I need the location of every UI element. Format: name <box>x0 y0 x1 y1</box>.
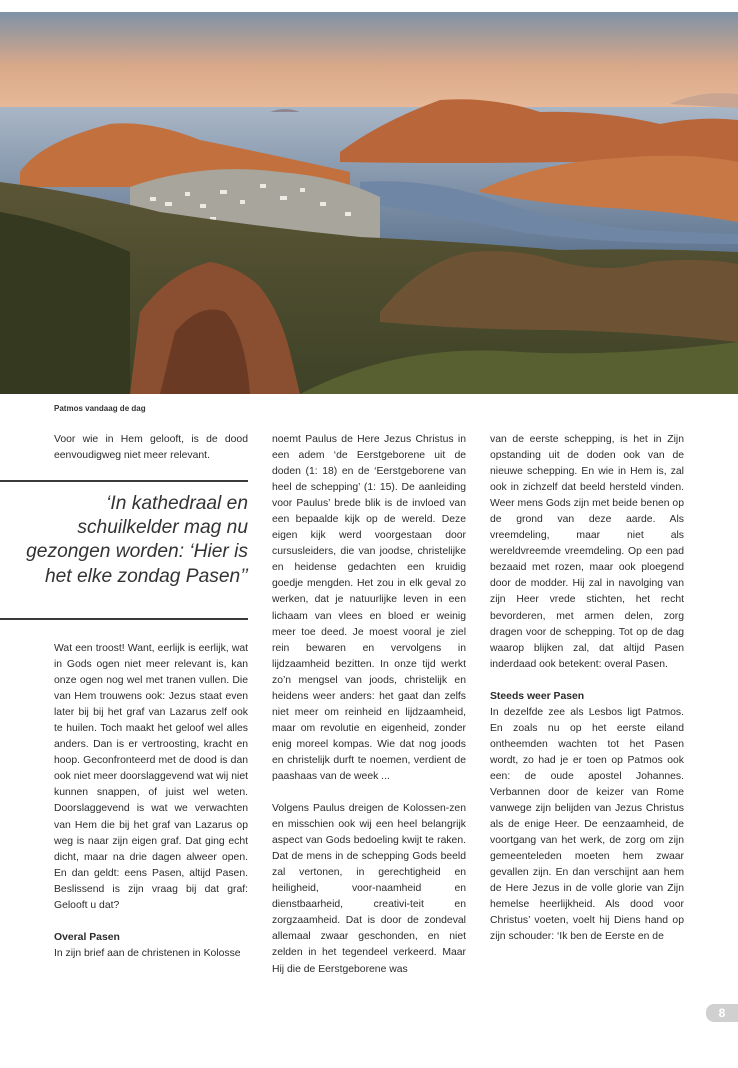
photo-caption: Patmos vandaag de dag <box>54 404 146 413</box>
paragraph: In zijn brief aan de christenen in Kolosse <box>54 947 241 959</box>
pull-quote <box>0 480 248 620</box>
paragraph: noemt Paulus de Here Jezus Christus in een adem ‘de Eerstgeborene uit de doden (1: 18) en de ‘Eerstgeborene van heel de schepping’ (1: 15). De aanleiding voor Paulus’ brede blik is de invloed van een bepaalde kijk op de wereld. Deze eigen kijk werd voorgestaan door cursusleiders, die van joodse, christelijke en heidense gedachten een kruidig goedje mengden. Het zou in elk geval zo werken, dat je natuurlijke leven in een lichaam van vlees en bloed er weinig meer toe deed. Je moest vooral je ziel rein bewaren en vervolgens in lijdzaamheid bezitten. In onze tijd werkt zo’n mengsel van joods, christelijk en heidens weer anders: het gaat dan zelfs niet meer om reinheid en lijdzaamheid, maar om revolutie en eigenheid, zonder enig moreel kompas. Wie dat nog joods en christelijk durft te noemen, verdient de paashaas van de week ... <box>272 434 466 782</box>
column-3 <box>490 432 684 945</box>
intro-paragraph: Voor wie in Hem gelooft, is de dood eenvoudigweg niet meer relevant. <box>54 434 248 462</box>
column-1-intro <box>54 432 248 464</box>
pull-quote-text: ‘In kathedraal en schuilkelder mag nu gezongen worden: ‘Hier is het elke zondag Pasen’’ <box>26 493 248 587</box>
paragraph: van de eerste schepping, is het in Zijn opstanding uit de doden ook van de nieuwe schepping. En wie in Hem is, zal ook in zichzelf dat beeld hersteld vinden. Weer mens Gods zijn met beide benen op de grond van deze aarde. Als vreemdeling, maar niet als wereldvreemde vreemdeling. Op een pad bezaaid met rozen, maar ook ploegend door de modder. Hij zal in navolging van zijn Heer vrede stichten, het recht bevorderen, met armen delen, zorg dragen voor de schepping. Tot op de dag waarop blijken zal, dat altijd Pasen inderdaad ook betekent: overal Pasen. <box>490 434 684 670</box>
patmos-photo <box>0 12 738 394</box>
section-heading-overal-pasen: Overal Pasen <box>54 931 120 943</box>
landscape-illustration <box>0 12 738 394</box>
paragraph: Wat een troost! Want, eerlijk is eerlijk, wat in Gods ogen niet meer relevant is, kan onze ogen nog wel met tranen vullen. Die van Hem trouwens ook: Jezus staat even later bij bij het graf van Lazarus zelf ook te huilen. Toch maakt het geloof wel alles anders. Dan is er vertroosting, kracht en hoop. Geconfronteerd met de dood is dan ook niet meer doorslaggevend wat wij niet kunnen snappen, of juist wel weten. Doorslaggevend is wat we verwachten van Hem die bij het graf van Lazarus op weg is naar zijn eigen graf. Dat ging echt dicht, maar na drie dagen alweer open. En dan geldt: eens Pasen, altijd Pasen. Beslissend is zijn vraag bij dat graf: Gelooft u dat? <box>54 643 248 911</box>
paragraph: In dezelfde zee als Lesbos ligt Patmos. En zoals nu op het eerste eiland ontheemden wachten tot het Pasen wordt, zo had je er toen op Patmos ook een: de oude apostel Johannes. Verbannen door de keizer van Rome vanwege zijn belijden van Jezus Christus als de enige Heer. De eenzaamheid, de voortgang van het werk, de zorg om zijn gemeenteleden moeten hem zwaar gevallen zijn. En dan verschijnt aan hem de Here Jezus in de volle glorie van Zijn hemelse heerlijkheid. Als dood voor Christus’ voeten, voelt hij Diens hand op zijn schouder: ‘Ik ben de Eerste en de <box>490 706 684 943</box>
page-number: 8 <box>706 1004 738 1022</box>
section-heading-steeds-weer-pasen: Steeds weer Pasen <box>490 690 585 702</box>
paragraph: Volgens Paulus dreigen de Kolossen-zen en misschien ook wij een heel belangrijk aspect van Gods bedoeling kwijt te raken. Dat de mens in de schepping Gods beeld zal vertonen, in gerechtigheid en heiligheid, voor-naamheid en dienstbaarheid, creativi-teit en zorgzaamheid. Dat is door de zondeval allemaal zwaar geschonden, en niet zelden in het tegendeel verkeerd. Maar Hij die de Eerstgeborene was <box>272 803 466 975</box>
column-2 <box>272 432 466 978</box>
column-1 <box>54 641 248 962</box>
